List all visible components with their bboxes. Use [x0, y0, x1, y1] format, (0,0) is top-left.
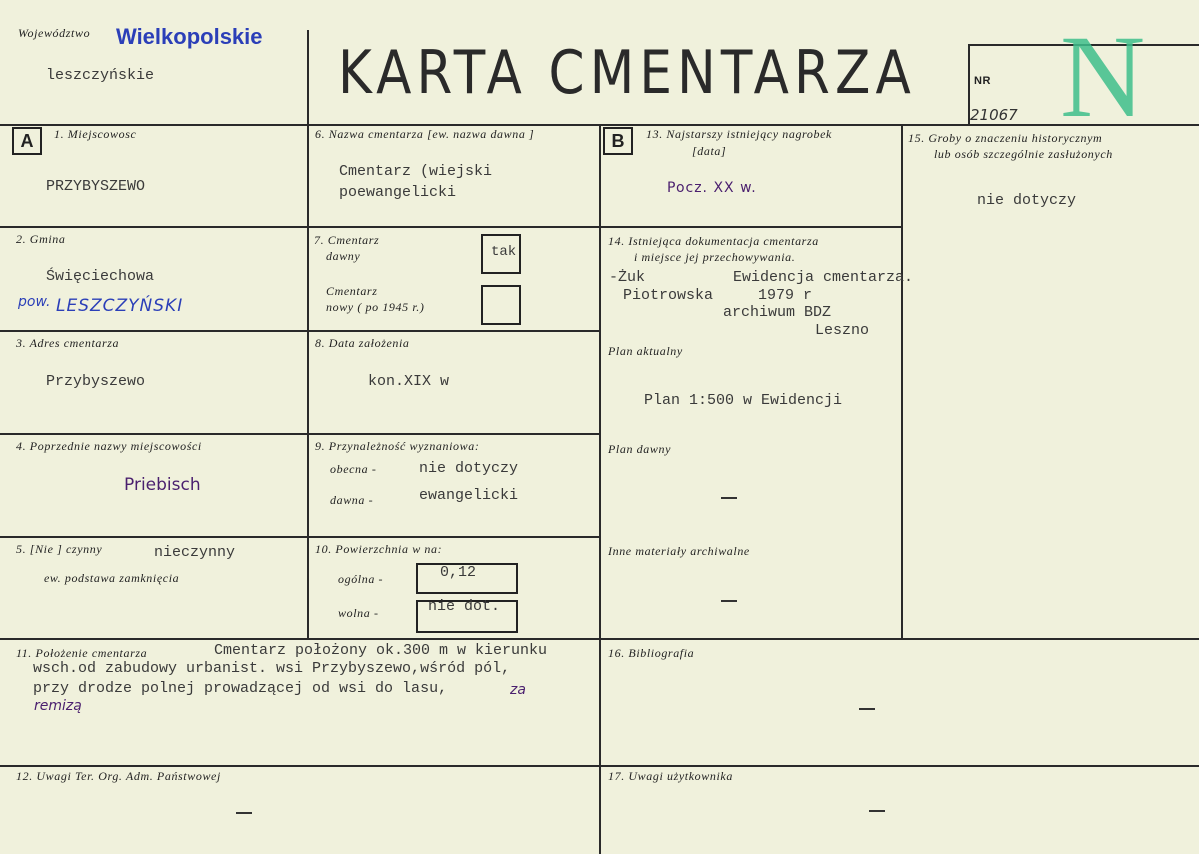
uwagi-label: 12. Uwagi Ter. Org. Adm. Państwowej [16, 769, 221, 783]
nazwa-value-2: poewangelicki [339, 184, 457, 201]
polozenie-line2: wsch.od zabudowy urbanist. wsi Przybyszewo,wśród pól, [33, 660, 511, 677]
plan-aktualny-value: Plan 1:500 w Ewidencji [644, 392, 843, 409]
dawna-label: dawna - [330, 493, 374, 507]
dok-line3: archiwum BDZ [723, 304, 832, 321]
divider [0, 638, 1199, 640]
dok-line1-a: -Żuk [609, 269, 646, 286]
adres-value: Przybyszewo [46, 373, 146, 390]
przynaleznosc-label: 9. Przynależność wyznaniowa: [315, 439, 480, 453]
dokumentacja-label-2: i miejsce jej przechowywania. [634, 250, 796, 264]
empty-dash [721, 600, 737, 602]
nagrobek-label-2: [data] [692, 144, 727, 158]
dok-line2-b: 1979 r [758, 287, 813, 304]
obecna-label: obecna - [330, 462, 377, 476]
dawny-value: tak [491, 244, 517, 260]
divider [0, 226, 901, 228]
category-letter-stamp: N [1060, 11, 1146, 142]
miejscowosc-value: PRZYBYSZEWO [46, 178, 146, 195]
data-zalozenia-label: 8. Data założenia [315, 336, 410, 350]
polozenie-hand-2: remizą [34, 698, 82, 714]
nowy-label-2: nowy ( po 1945 r.) [326, 300, 425, 314]
empty-dash [236, 812, 252, 814]
old-voivodeship: leszczyńskie [46, 67, 155, 84]
wolna-label: wolna - [338, 606, 379, 620]
nazwa-label: 6. Nazwa cmentarza [ew. nazwa dawna ] [315, 127, 535, 141]
bibliografia-label: 16. Bibliografia [608, 646, 695, 660]
page-title: KARTA CMENTARZA [338, 38, 917, 108]
czynny-label: 5. [Nie ] czynny [16, 542, 103, 556]
divider [901, 124, 903, 640]
poprzednie-label: 4. Poprzednie nazwy miejscowości [16, 439, 202, 453]
empty-dash [859, 708, 875, 710]
nr-label: NR [974, 75, 992, 87]
nagrobek-value: Pocz. XX w. [667, 180, 757, 196]
polozenie-hand-1: za [510, 682, 526, 698]
adres-label: 3. Adres cmentarza [16, 336, 120, 350]
obecna-value: nie dotyczy [419, 460, 519, 477]
dok-line1-b: Ewidencja cmentarza. [733, 269, 914, 286]
dawny-label-2: dawny [326, 249, 361, 263]
wolna-value: nie dot. [428, 598, 501, 615]
polozenie-label: 11. Położenie cmentarza [16, 646, 148, 660]
polozenie-line1: Cmentarz położony ok.300 m w kierunku [214, 642, 548, 659]
groby-value: nie dotyczy [977, 192, 1077, 209]
data-zalozenia-value: kon.XIX w [368, 373, 450, 390]
ogolna-label: ogólna - [338, 572, 384, 586]
nowy-checkbox [481, 285, 521, 325]
poprzednie-value: Priebisch [124, 475, 201, 495]
divider [0, 330, 600, 332]
nowy-label-1: Cmentarz [326, 284, 378, 298]
empty-dash [721, 497, 737, 499]
czynny-value: nieczynny [154, 544, 236, 561]
groby-label-2: lub osób szczególnie zasłużonych [934, 147, 1113, 161]
gmina-value: Święciechowa [46, 268, 155, 285]
divider [307, 30, 309, 638]
section-a-marker: A [12, 127, 42, 155]
plan-dawny-label: Plan dawny [608, 442, 671, 456]
wojewodztwo-value: Wielkopolskie [116, 24, 263, 49]
powierzchnia-label: 10. Powierzchnia w na: [315, 542, 443, 556]
ogolna-value: 0,12 [440, 564, 477, 581]
inne-materialy-label: Inne materiały archiwalne [608, 544, 750, 558]
divider [0, 536, 600, 538]
dawna-value: ewangelicki [419, 487, 519, 504]
podstawa-label: ew. podstawa zamknięcia [44, 571, 180, 585]
nr-value: 21067 [970, 106, 1018, 124]
miejscowosc-label: 1. Miejscowosc [54, 127, 137, 141]
dokumentacja-label-1: 14. Istniejąca dokumentacja cmentarza [608, 234, 819, 248]
dawny-label-1: 7. Cmentarz [314, 233, 380, 247]
dok-line2-a: Piotrowska [623, 287, 714, 304]
groby-label-1: 15. Groby o znaczeniu historycznym [908, 131, 1103, 145]
uwagi-uzytkownika-label: 17. Uwagi użytkownika [608, 769, 733, 783]
divider [0, 765, 1199, 767]
empty-dash [869, 810, 885, 812]
dok-line4: Leszno [815, 322, 870, 339]
divider [0, 433, 600, 435]
section-b-marker: B [603, 127, 633, 155]
powiat-value: LESZCZYŃSKI [56, 296, 184, 316]
nagrobek-label-1: 13. Najstarszy istniejący nagrobek [646, 127, 832, 141]
nazwa-value-1: Cmentarz (wiejski [339, 163, 493, 180]
wojewodztwo-label: Województwo [18, 26, 91, 40]
divider [599, 124, 601, 854]
powiat-prefix: pow. [18, 294, 51, 310]
plan-aktualny-label: Plan aktualny [608, 344, 683, 358]
gmina-label: 2. Gmina [16, 232, 66, 246]
polozenie-line3: przy drodze polnej prowadzącej od wsi do lasu, [33, 680, 448, 697]
